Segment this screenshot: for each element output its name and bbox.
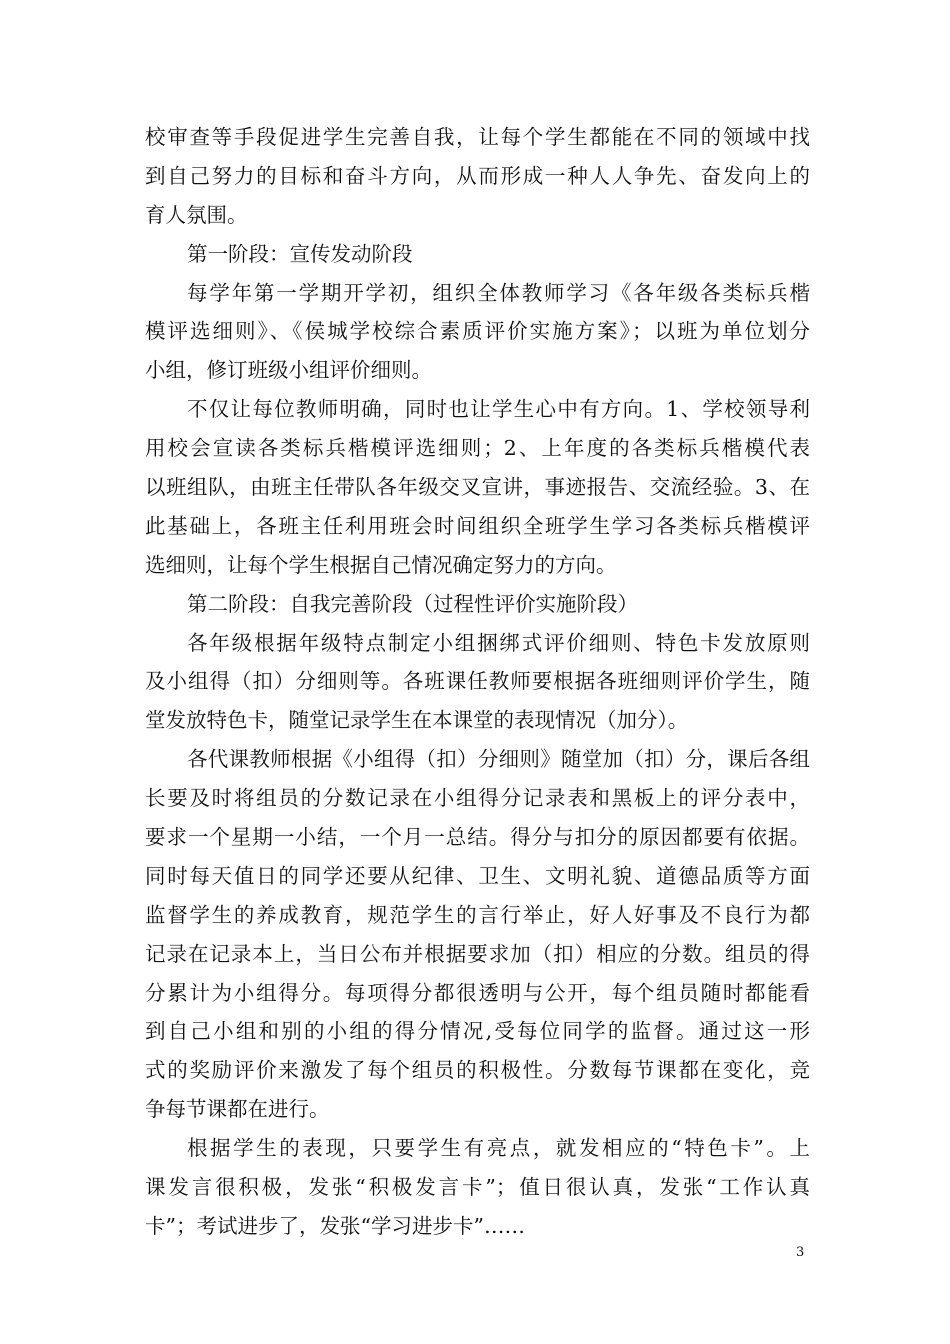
text-line: 各年级根据年级特点制定小组捆绑式评价细则、特色卡发放原则 <box>187 630 810 655</box>
text-line: 课发言很积极，发张“积极发言卡”；值日很认真，发张“工作认真 <box>145 1175 810 1200</box>
text-line: 小组，修订班级小组评价细则。 <box>145 358 432 383</box>
text-line: 卡”；考试进步了，发张“学习进步卡”…… <box>145 1213 525 1238</box>
text-line: 第一阶段：宣传发动阶段 <box>187 241 413 266</box>
text-line: 根据学生的表现，只要学生有亮点，就发相应的“特色卡”。上 <box>187 1136 810 1161</box>
text-line: 校审查等手段促进学生完善自我，让每个学生都能在不同的领域中找 <box>145 125 810 149</box>
text-line: 选细则，让每个学生根据自己情况确定努力的方向。 <box>145 552 617 577</box>
text-line: 同时每天值日的同学还要从纪律、卫生、文明礼貌、道德品质等方面 <box>145 863 810 888</box>
text-line: 模评选细则》、《侯城学校综合素质评价实施方案》；以班为单位划分 <box>145 319 810 344</box>
text-line: 监督学生的养成教育，规范学生的言行举止，好人好事及不良行为都 <box>145 902 810 927</box>
text-line: 堂发放特色卡，随堂记录学生在本课堂的表现情况（加分）。 <box>145 708 689 733</box>
body-text <box>145 118 810 1246</box>
text-line: 育人氛围。 <box>145 202 248 227</box>
text-line: 第二阶段：自我完善阶段（过程性评价实施阶段） <box>187 591 638 616</box>
text-line: 各代课教师根据《小组得（扣）分细则》随堂加（扣）分，课后各组 <box>187 747 810 772</box>
text-line: 要求一个星期一小结，一个月一总结。得分与扣分的原因都要有依据。 <box>145 825 810 850</box>
text-line: 记录在记录本上，当日公布并根据要求加（扣）相应的分数。组员的得 <box>145 941 810 966</box>
text-line: 此基础上，各班主任利用班会时间组织全班学生学习各类标兵楷模评 <box>145 513 810 538</box>
text-line: 到自己小组和别的小组的得分情况,受每位同学的监督。通过这一形 <box>145 1019 810 1044</box>
text-line: 式的奖励评价来激发了每个组员的积极性。分数每节课都在变化，竞 <box>145 1058 810 1083</box>
text-line: 不仅让每位教师明确，同时也让学生心中有方向。1、学校领导利 <box>187 397 810 422</box>
text-line: 及小组得（扣）分细则等。各班课任教师要根据各班细则评价学生，随 <box>145 669 810 694</box>
text-line: 长要及时将组员的分数记录在小组得分记录表和黑板上的评分表中， <box>145 786 810 811</box>
text-line: 争每节课都在进行。 <box>145 1097 330 1122</box>
text-line: 到自己努力的目标和奋斗方向，从而形成一种人人争先、奋发向上的 <box>145 163 810 188</box>
text-line: 分累计为小组得分。每项得分都很透明与公开，每个组员随时都能看 <box>145 980 810 1005</box>
text-line: 用校会宣读各类标兵楷模评选细则；2、上年度的各类标兵楷模代表 <box>145 436 810 461</box>
text-line: 以班组队，由班主任带队各年级交叉宣讲，事迹报告、交流经验。3、在 <box>145 475 810 500</box>
page-number: 3 <box>796 1245 805 1260</box>
text-line: 每学年第一学期开学初，组织全体教师学习《各年级各类标兵楷 <box>187 280 810 305</box>
